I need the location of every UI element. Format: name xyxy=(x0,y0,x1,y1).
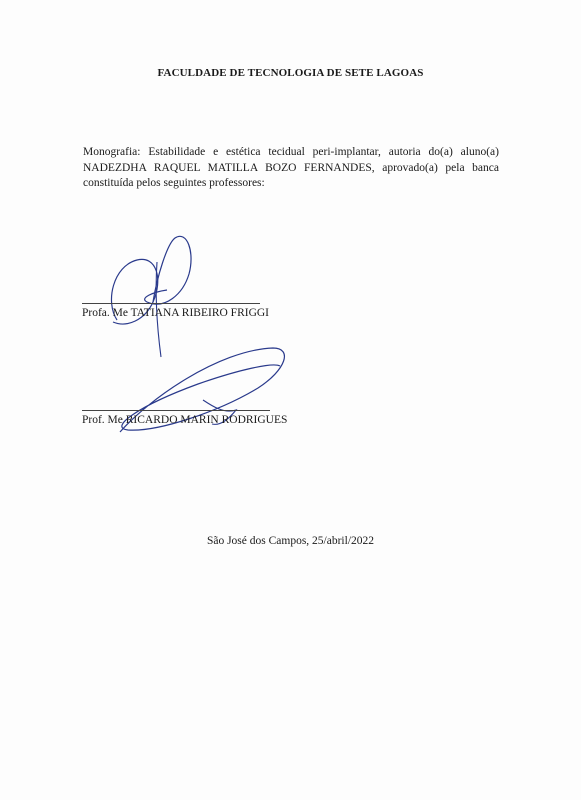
institution-title: FACULDADE DE TECNOLOGIA DE SETE LAGOAS xyxy=(157,67,424,79)
signature-block-2 xyxy=(82,410,287,426)
approval-paragraph: Monografia: Estabilidade e estética tecidual peri-implantar, autoria do(a) aluno(a) NADEZDHA RAQUEL MATILLA BOZO FERNANDES, aprovado(a) pela banca constituída pelos seguintes professores: xyxy=(83,146,499,189)
signature-1-image xyxy=(95,232,215,362)
signature-block-1 xyxy=(82,303,269,319)
signatory-name-1: Profa. Me TATIANA RIBEIRO FRIGGI xyxy=(82,307,270,319)
signatory-name-2: Prof. Me RICARDO MARIN RODRIGUES xyxy=(82,414,288,426)
signature-line-2 xyxy=(82,410,270,411)
signature-line-1 xyxy=(82,303,260,304)
place-date: São José dos Campos, 25/abril/2022 xyxy=(206,535,375,547)
